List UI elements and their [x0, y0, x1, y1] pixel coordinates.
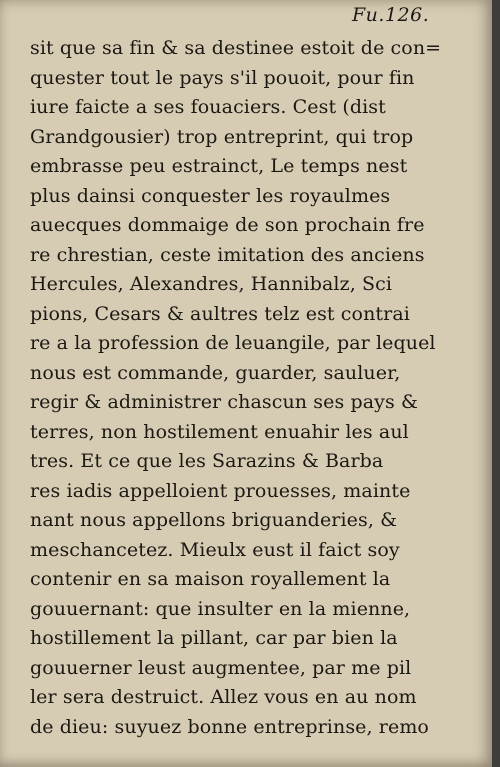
folio-number: Fu.126.	[352, 4, 430, 26]
text-line: nant nous appellons briguanderies, &	[30, 509, 398, 531]
page-edge-shadow	[492, 0, 500, 767]
text-line: pions, Cesars & aultres telz est contrai	[30, 302, 410, 325]
text-line: meschancetez. Mieulx eust il faict soy	[30, 538, 400, 561]
text-line: sit que sa fin & sa destinee estoit de con=	[30, 37, 442, 59]
text-line: contenir en sa maison royallement la	[30, 568, 391, 590]
text-line: plus dainsi conquester les royaulmes	[30, 184, 391, 207]
text-line: re a la profession de leuangile, par lequel	[30, 332, 436, 354]
text-line: auecques dommaige de son prochain fre	[30, 214, 425, 236]
text-line: de dieu: suyuez bonne entreprinse, remo	[30, 715, 429, 738]
text-line: res iadis appelloient prouesses, mainte	[30, 479, 411, 502]
text-line: tres. Et ce que les Sarazins & Barba	[30, 450, 384, 472]
text-line: Grandgousier) trop entreprint, qui trop	[30, 125, 414, 148]
text-line: re chrestian, ceste imitation des anciens	[30, 243, 425, 266]
page-text-block	[30, 34, 442, 742]
text-line: ler sera destruict. Allez vous en au nom	[30, 686, 417, 708]
text-line: gouuernant: que insulter en la mienne,	[30, 597, 411, 620]
text-line: nous est commande, guarder, sauluer,	[30, 361, 401, 384]
text-line: regir & administrer chascun ses pays &	[30, 391, 418, 413]
text-line: terres, non hostilement enuahir les aul	[30, 420, 409, 443]
text-line: quester tout le pays s'il pouoit, pour fin	[30, 66, 415, 89]
text-line: iure faicte a ses fouaciers. Cest (dist	[30, 96, 386, 118]
text-line: gouuerner leust augmentee, par me pil	[30, 656, 412, 679]
text-line: hostillement la pillant, car par bien la	[30, 627, 398, 649]
text-line: Hercules, Alexandres, Hannibalz, Sci	[30, 273, 393, 295]
text-line: embrasse peu estrainct, Le temps nest	[30, 155, 408, 177]
